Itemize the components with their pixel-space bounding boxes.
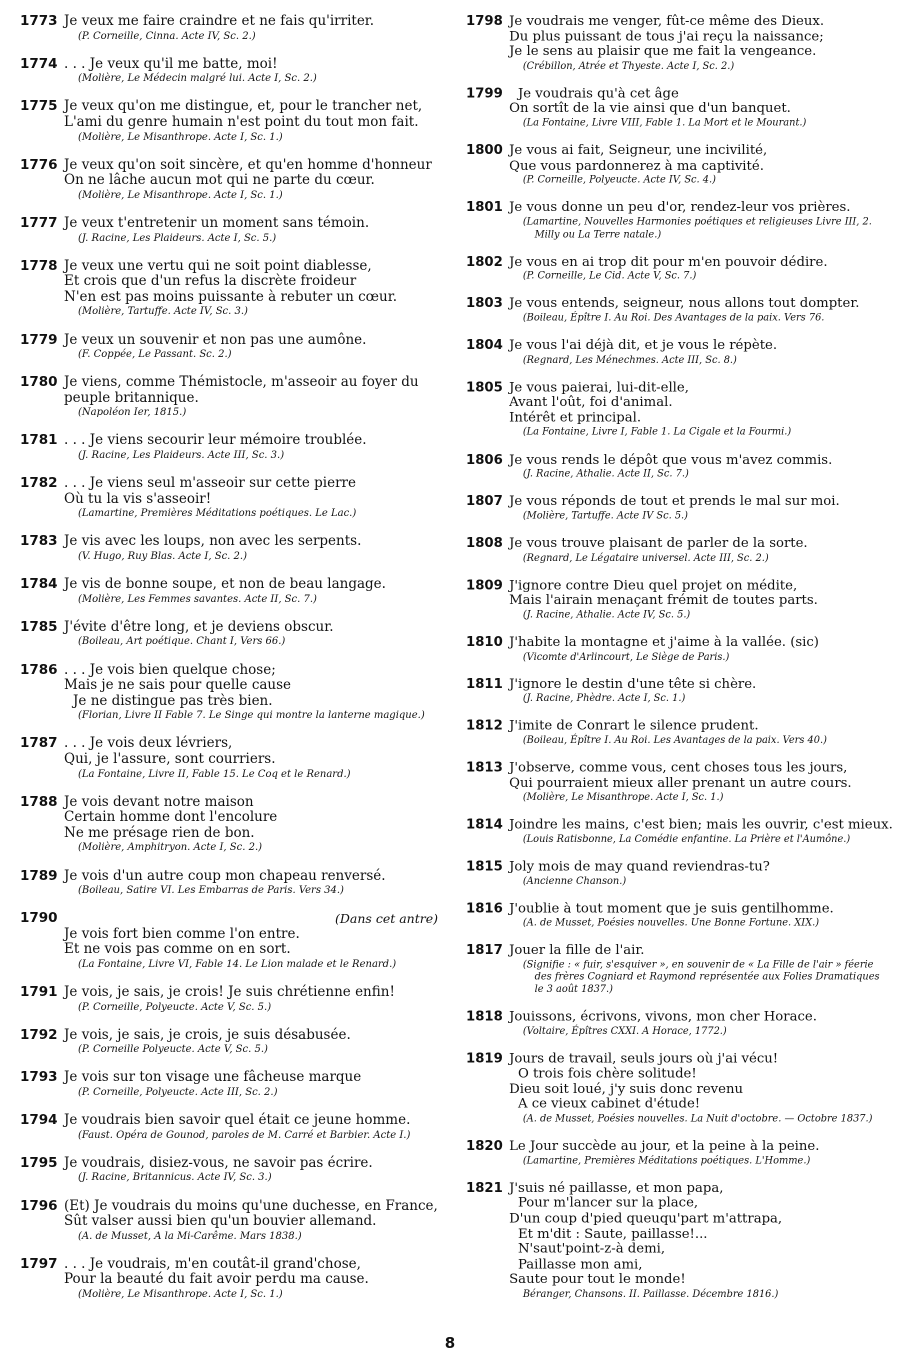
entry-number: 1806 [466, 451, 503, 468]
entry-body [64, 1156, 438, 1185]
entry-number: 1805 [466, 379, 503, 395]
entry-number: 1794 [20, 1112, 58, 1129]
entry-number: 1779 [20, 331, 58, 348]
quote-entry [20, 577, 438, 606]
source-citation: (La Fontaine, Livre I, Fable 1. La Cigale et la Fourmi.) [522, 427, 792, 438]
source-citation: (J. Racine, Athalie. Acte II, Sc. 7.) [522, 468, 689, 480]
quote-line: . . . Je viens secourir leur mémoire troublée. [64, 432, 367, 449]
quote-entry [20, 1156, 438, 1185]
quote-entry [20, 620, 438, 649]
quote-line: Du plus puissant de tous j'ai reçu la naissance; [509, 28, 824, 44]
quote-entry [20, 333, 438, 362]
source-citation: (Florian, Livre II Fable 7. Le Singe qui montre la lanterne magique.) [78, 710, 425, 722]
entry-body [509, 297, 886, 326]
entry-body [64, 985, 438, 1014]
quote-entry [466, 1181, 886, 1301]
quote-line: Je vois d'un autre coup mon chapeau renversé. [64, 867, 386, 884]
quote-line: Je veux une vertu qui ne soit point diablesse, [64, 257, 372, 274]
entry-number: 1777 [20, 214, 58, 231]
entry-body [509, 453, 886, 482]
quote-entry [20, 433, 438, 462]
quote-line: Je voudrais me venger, fût-ce même des Dieux. [509, 13, 825, 29]
quote-line: Je voudrais bien savoir quel était ce jeune homme. [64, 1112, 411, 1129]
quote-entry [20, 736, 438, 781]
entry-body [64, 577, 438, 606]
entry-number: 1780 [20, 374, 58, 391]
entry-number: 1821 [466, 1180, 503, 1196]
entry-number: 1798 [466, 13, 503, 29]
quote-line: Certain homme dont l'encolure [64, 809, 278, 826]
quote-line: J'évite d'être long, et je deviens obscur. [64, 618, 334, 635]
entry-body [64, 259, 438, 319]
source-citation: (Crébillon, Atrée et Thyeste. Acte I, Sc. 2.) [522, 60, 735, 72]
quote-entry [466, 380, 886, 439]
quote-line: Et ne vois pas comme on en sort. [64, 941, 291, 958]
quote-entry [466, 453, 886, 482]
entry-number: 1785 [20, 618, 58, 635]
entry-number: 1796 [20, 1197, 58, 1214]
quote-entry [466, 1139, 886, 1168]
entry-body [509, 860, 886, 889]
entry-number: 1814 [466, 816, 503, 833]
quote-line: J'imite de Conrart le silence prudent. [509, 717, 759, 734]
quote-line: Pour m'lancer sur la place, [517, 1195, 699, 1212]
quote-entry [466, 635, 886, 664]
entry-number: 1783 [20, 533, 58, 550]
entry-body [509, 1181, 886, 1301]
entry-number: 1813 [466, 759, 503, 776]
right-column [466, 13, 893, 1315]
quote-line: J'observe, comme vous, cent choses tous les jours, [509, 759, 848, 776]
quote-line: Je vois, je sais, je crois, je suis désabusée. [64, 1026, 351, 1043]
quote-line: Je vois devant notre maison [64, 793, 254, 810]
source-citation: (Molière, Le Misanthrope. Acte I, Sc. 1.) [78, 189, 283, 201]
quote-line: . . . Je viens seul m'asseoir sur cette pierre [64, 475, 356, 492]
quote-entry [20, 1199, 438, 1244]
quote-entry [20, 1070, 438, 1099]
entry-number: 1781 [20, 432, 58, 449]
quote-line: J'suis né paillasse, et mon papa, [509, 1180, 724, 1196]
quote-entry [466, 338, 886, 367]
source-citation: (Molière, Le Misanthrope. Acte I, Sc. 1.) [522, 792, 724, 804]
quote-line: Je vous réponds de tout et prends le mal sur moi. [509, 493, 840, 510]
left-column [20, 14, 438, 1315]
quote-line: Saute pour tout le monde! [509, 1271, 686, 1288]
source-citation: (La Fontaine, Livre II, Fable 15. Le Coq et le Renard.) [78, 768, 351, 780]
source-citation: (Molière, Le Misanthrope. Acte I, Sc. 1.) [78, 131, 283, 143]
entry-body [64, 1113, 438, 1142]
entry-body [64, 99, 438, 144]
entry-body [509, 380, 886, 439]
entry-number: 1807 [466, 493, 503, 510]
quote-line: J'oublie à tout moment que je suis gentilhomme. [509, 900, 834, 917]
source-citation: (J. Racine, Britannicus. Acte IV, Sc. 3.) [78, 1172, 272, 1184]
entry-number: 1802 [466, 253, 503, 270]
source-citation: (J. Racine, Phèdre. Acte I, Sc. 1.) [522, 693, 686, 705]
entry-body [64, 1199, 438, 1244]
entry-number: 1808 [466, 535, 503, 551]
quote-line: J'habite la montagne et j'aime à la vallée. (sic) [509, 634, 819, 650]
source-citation: (J. Racine, Les Plaideurs. Acte III, Sc. 3.) [78, 450, 285, 462]
quote-line: Je voudrais qu'à cet âge [517, 85, 679, 102]
entry-body [509, 14, 886, 73]
quote-entry [466, 816, 893, 847]
entry-number: 1819 [466, 1050, 503, 1067]
entry-body [64, 795, 438, 855]
quote-line: Intérêt et principal. [509, 409, 642, 426]
quote-entry [20, 534, 438, 563]
quote-line: Je vous entends, seigneur, nous allons tout dompter. [509, 295, 860, 312]
source-citation: (Louis Ratisbonne, La Comédie enfantine. La Prière et l'Aumône.) [522, 834, 851, 845]
quote-entry [20, 57, 438, 86]
quote-line: Et crois que d'un refus la discrète froideur [64, 273, 357, 290]
quote-line: L'ami du genre humain n'est point du tout mon fait. [64, 113, 419, 130]
quote-line: Je voudrais, disiez-vous, ne savoir pas écrire. [64, 1154, 373, 1171]
quote-entry [20, 14, 438, 43]
quote-entry [466, 943, 886, 996]
quote-line: Jours de travail, seuls jours où j'ai vécu! [509, 1050, 779, 1067]
entry-body [509, 816, 893, 847]
quote-entry [466, 761, 886, 805]
quote-line [64, 911, 438, 927]
entry-number: 1786 [20, 661, 58, 678]
source-citation: (V. Hugo, Ruy Blas. Acte I, Sc. 2.) [78, 551, 247, 563]
entry-number: 1818 [466, 1008, 503, 1025]
source-citation: (Molière, Tartuffe. Acte IV, Sc. 3.) [78, 306, 248, 318]
entry-number: 1809 [466, 577, 503, 593]
quote-entry [20, 869, 438, 898]
quote-line: Pour la beauté du fait avoir perdu ma cause. [64, 1271, 369, 1288]
entry-number: 1778 [20, 257, 58, 274]
quote-entry [466, 86, 886, 130]
entry-body [64, 1028, 438, 1057]
quote-line: Je vois, je sais, je crois! Je suis chrétienne enfin! [64, 984, 395, 1001]
quote-line: Mais l'airain menaçant frémit de toutes parts. [509, 592, 818, 609]
source-citation: (Regnard, Le Légataire universel. Acte III, Sc. 2.) [522, 552, 769, 564]
quote-line: J'ignore le destin d'une tête si chère. [509, 676, 757, 692]
quote-entry [466, 1052, 886, 1126]
entry-number: 1820 [466, 1138, 503, 1154]
entry-number: 1816 [466, 900, 503, 917]
source-citation: (Molière, Les Femmes savantes. Acte II, Sc. 7.) [78, 593, 317, 605]
source-citation: (Lamartine, Nouvelles Harmonies poétiques et religieuses Livre III, 2. Milly ou La Terre natale.) [522, 216, 872, 240]
quote-line: Jouer la fille de l'air. [509, 942, 645, 959]
quote-line: O trois fois chère solitude! [517, 1065, 697, 1082]
quote-line: On sortît de la vie ainsi que d'un banquet. [509, 100, 791, 117]
entry-number: 1787 [20, 735, 58, 752]
quote-line: Je vis avec les loups, non avec les serpents. [64, 533, 362, 550]
entry-number: 1810 [466, 634, 503, 650]
source-citation: (P. Corneille, Polyeucte. Acte IV, Sc. 4.) [522, 175, 716, 186]
entry-number: 1797 [20, 1255, 58, 1272]
quote-line: Je vous l'ai déjà dit, et je vous le répète. [509, 337, 778, 354]
entry-body [64, 333, 438, 362]
quote-line: Je le sens au plaisir que me fait la vengeance. [509, 43, 817, 60]
source-citation: (Lamartine, Premières Méditations poétiques. Le Lac.) [78, 508, 357, 520]
quote-line: Jouissons, écrivons, vivons, mon cher Horace. [509, 1008, 817, 1025]
quote-line: N'saut'point-z-à demi, [517, 1241, 666, 1257]
entry-body [509, 1010, 886, 1039]
entry-body [509, 943, 886, 996]
quote-entry [20, 259, 438, 319]
quote-line: Joindre les mains, c'est bien; mais les ouvrir, c'est mieux. [509, 816, 893, 833]
entry-body [509, 144, 886, 188]
entry-body [64, 476, 438, 521]
source-citation: (Molière, Le Médecin malgré lui. Acte I, Sc. 2.) [78, 73, 317, 85]
entry-body [509, 255, 886, 284]
quote-context: (Dans cet antre) [335, 911, 438, 927]
source-citation: (Ancienne Chanson.) [522, 875, 627, 887]
source-citation: (A. de Musset, Poésies nouvelles. Une Bonne Fortune. XIX.) [522, 917, 820, 929]
quote-entry [466, 860, 886, 889]
entry-number: 1801 [466, 199, 503, 216]
entry-body [509, 677, 886, 706]
quote-entry [466, 494, 886, 523]
source-citation: (Boileau, Épître I. Au Roi. Les Avantages de la paix. Vers 40.) [522, 735, 827, 746]
entry-number: 1790 [20, 910, 58, 927]
quote-entry [20, 476, 438, 521]
quote-line: D'un coup d'pied queuqu'part m'attrapa, [509, 1210, 783, 1227]
entry-number: 1788 [20, 793, 58, 810]
entry-body [509, 578, 886, 622]
entry-number: 1799 [466, 85, 503, 102]
source-citation: (Boileau, Satire VI. Les Embarras de Paris. Vers 34.) [78, 885, 344, 897]
quote-line: Et m'dit : Saute, paillasse!... [517, 1225, 708, 1242]
source-citation: (Lamartine, Premières Méditations poétiques. L'Homme.) [522, 1155, 811, 1167]
quote-entry [20, 1028, 438, 1057]
quote-entry [20, 911, 438, 971]
entry-body [509, 902, 886, 931]
quote-entry [20, 663, 438, 723]
source-citation: (Regnard, Les Ménechmes. Acte III, Sc. 8.) [522, 354, 737, 366]
entry-number: 1803 [466, 295, 503, 312]
source-citation: (P. Corneille, Polyeucte. Acte V, Sc. 5.) [78, 1001, 272, 1013]
quote-line: Paillasse mon ami, [517, 1256, 643, 1273]
quote-line: . . . Je veux qu'il me batte, moi! [64, 55, 278, 72]
quote-line: Dieu soit loué, j'y suis donc revenu [509, 1081, 744, 1097]
entry-number: 1776 [20, 156, 58, 173]
source-citation: (J. Racine, Les Plaideurs. Acte I, Sc. 5.) [78, 232, 277, 244]
entry-body [64, 57, 438, 86]
entry-body [64, 375, 438, 420]
quote-entry [466, 578, 886, 622]
entry-number: 1793 [20, 1069, 58, 1086]
entry-number: 1782 [20, 475, 58, 492]
quote-entry [466, 144, 886, 188]
entry-body [509, 86, 886, 130]
quote-line: Qui, je l'assure, sont courriers. [64, 750, 276, 767]
quote-line: Je ne distingue pas très bien. [73, 692, 273, 709]
source-citation: (Boileau, Art poétique. Chant I, Vers 66.) [78, 636, 286, 648]
quote-line: Je veux qu'on soit sincère, et qu'en homme d'honneur [64, 156, 432, 173]
entry-number: 1815 [466, 858, 503, 875]
source-citation: (Molière, Le Misanthrope. Acte I, Sc. 1.) [78, 1289, 283, 1300]
source-citation: (Voltaire, Épîtres CXXI. A Horace, 1772.) [522, 1025, 727, 1037]
entry-body [509, 1052, 886, 1126]
source-citation: (Boileau, Épître I. Au Roi. Des Avantages de la paix. Vers 76. [522, 312, 825, 324]
quote-line: Je viens, comme Thémistocle, m'asseoir au foyer du [64, 374, 419, 391]
quote-line: . . . Je voudrais, m'en coutât-il grand'chose, [64, 1255, 361, 1272]
entry-body [64, 911, 438, 971]
quote-line: Avant l'oût, foi d'animal. [509, 394, 673, 411]
quote-entry [20, 216, 438, 245]
quote-line: Sût valser aussi bien qu'un bouvier allemand. [64, 1213, 377, 1230]
quote-line: . . . Je vois bien quelque chose; [64, 661, 276, 678]
quote-line: Je vis de bonne soupe, et non de beau langage. [64, 576, 386, 593]
quote-line: peuple britannique. [64, 389, 199, 406]
quote-line: Le Jour succède au jour, et la peine à la peine. [509, 1138, 820, 1154]
entry-number: 1800 [466, 142, 503, 159]
quote-line: . . . Je vois deux lévriers, [64, 735, 233, 752]
source-citation: (P. Corneille, Cinna. Acte IV, Sc. 2.) [78, 30, 256, 42]
entry-body [64, 869, 438, 898]
entry-body [64, 1257, 438, 1302]
quote-line: Je vois fort bien comme l'on entre. [64, 925, 300, 942]
quote-entry [466, 1010, 886, 1039]
quote-line: Ne me présage rien de bon. [64, 824, 255, 841]
source-citation: (Molière, Tartuffe. Acte IV Sc. 5.) [522, 510, 689, 522]
quote-line: Que vous pardonnerez à ma captivité. [509, 157, 764, 174]
source-citation: (P. Corneille, Polyeucte. Acte III, Sc. 2.) [78, 1087, 278, 1099]
entry-number: 1817 [466, 942, 503, 959]
entry-number: 1804 [466, 337, 503, 354]
quote-line: Je vous en ai trop dit pour m'en pouvoir dédire. [509, 253, 828, 270]
quote-line: (Et) Je voudrais du moins qu'une duchesse, en France, [64, 1197, 438, 1214]
entry-number: 1795 [20, 1154, 58, 1171]
entry-body [509, 536, 886, 565]
quote-entry [466, 677, 886, 706]
source-citation: (Vicomte d'Arlincourt, Le Siège de Paris.) [522, 651, 730, 663]
entry-body [64, 433, 438, 462]
quote-entry [466, 719, 886, 748]
entry-body [509, 494, 886, 523]
quote-line: Je veux un souvenir et non pas une aumône. [64, 331, 367, 348]
entry-body [64, 216, 438, 245]
quote-entry [20, 158, 438, 203]
quote-entry [20, 1257, 438, 1302]
entry-body [509, 719, 886, 748]
source-citation: (P. Corneille, Le Cid. Acte V, Sc. 7.) [522, 270, 697, 282]
quote-line: J'ignore contre Dieu quel projet on médite, [509, 577, 798, 593]
entry-body [509, 338, 886, 367]
entry-number: 1774 [20, 55, 58, 72]
quote-entry [20, 375, 438, 420]
quote-entry [20, 795, 438, 855]
entry-number: 1789 [20, 867, 58, 884]
entry-body [64, 158, 438, 203]
entry-number: 1784 [20, 576, 58, 593]
source-citation: Béranger, Chansons. II. Paillasse. Décembre 1816.) [522, 1288, 779, 1300]
entry-number: 1773 [20, 13, 58, 29]
quote-entry [20, 985, 438, 1014]
quote-entry [20, 99, 438, 144]
source-citation: (Faust. Opéra de Gounod, paroles de M. Carré et Barbier. Acte I.) [78, 1129, 411, 1141]
quote-line: Où tu la vis s'asseoir! [64, 490, 212, 507]
entry-body [64, 736, 438, 781]
entry-body [64, 14, 438, 43]
quote-line: Je veux me faire craindre et ne fais qu'irriter. [64, 13, 375, 29]
source-citation: (Napoléon Ier, 1815.) [78, 407, 187, 419]
quote-line: Mais je ne sais pour quelle cause [64, 677, 292, 694]
source-citation: (P. Corneille Polyeucte. Acte V, Sc. 5.) [78, 1044, 268, 1056]
entry-number: 1775 [20, 98, 58, 115]
quote-line: Je veux qu'on me distingue, et, pour le trancher net, [64, 98, 423, 115]
entry-body [509, 201, 886, 242]
entry-body [509, 761, 886, 805]
entry-body [64, 1070, 438, 1099]
entry-number: 1811 [466, 676, 503, 692]
quote-line: Je vois sur ton visage une fâcheuse marque [64, 1069, 362, 1086]
entry-number: 1791 [20, 984, 58, 1001]
quote-line: Joly mois de may quand reviendras-tu? [509, 858, 770, 875]
source-citation: (A. de Musset, A la Mi-Carême. Mars 1838.) [78, 1230, 302, 1242]
source-citation: (Molière, Amphitryon. Acte I, Sc. 2.) [78, 842, 263, 854]
entry-body [509, 635, 886, 664]
entry-body [64, 620, 438, 649]
entry-body [64, 534, 438, 563]
page-number: 8 [444, 1334, 456, 1352]
source-citation: (A. de Musset, Poésies nouvelles. La Nuit d'octobre. — Octobre 1837.) [522, 1113, 873, 1125]
quote-entry [466, 14, 886, 73]
quote-line: Je veux t'entretenir un moment sans témoin. [64, 214, 370, 231]
source-citation: (F. Coppée, Le Passant. Sc. 2.) [78, 349, 232, 361]
quote-entry [20, 1113, 438, 1142]
quote-line: Qui pourraient mieux aller prenant un autre cours. [509, 775, 852, 791]
quote-entry [466, 201, 886, 242]
quote-entry [466, 536, 886, 565]
quote-entry [466, 297, 886, 326]
quote-line: Je vous paierai, lui-dit-elle, [509, 379, 689, 395]
quote-line: N'en est pas moins puissante à rebuter un cœur. [64, 288, 397, 305]
quote-line: Je vous rends le dépôt que vous m'avez commis. [509, 451, 833, 468]
entry-body [509, 1139, 886, 1168]
entry-number: 1812 [466, 717, 503, 734]
quote-line: Je vous trouve plaisant de parler de la sorte. [509, 535, 808, 551]
quote-line: Je vous donne un peu d'or, rendez-leur vos prières. [509, 199, 851, 216]
source-citation: (Signifie : « fuir, s'esquiver », en souvenir de « La Fille de l'air » féerie des frères Cogniard et Raymond représentée aux Folies Dramatiques le 3 août 1837.) [522, 959, 880, 995]
quote-entry [466, 902, 886, 931]
source-citation: (La Fontaine, Livre VIII, Fable 1. La Mort et le Mourant.) [522, 117, 807, 129]
quote-line: On ne lâche aucun mot qui ne parte du cœur. [64, 172, 375, 189]
source-citation: (La Fontaine, Livre VI, Fable 14. Le Lion malade et le Renard.) [78, 959, 397, 970]
quote-line: A ce vieux cabinet d'étude! [517, 1096, 701, 1113]
quote-line: Je vous ai fait, Seigneur, une incivilité, [509, 142, 768, 159]
entry-number: 1792 [20, 1026, 58, 1043]
source-citation: (J. Racine, Athalie. Acte IV, Sc. 5.) [522, 609, 691, 621]
entry-body [64, 663, 438, 723]
quote-entry [466, 255, 886, 284]
